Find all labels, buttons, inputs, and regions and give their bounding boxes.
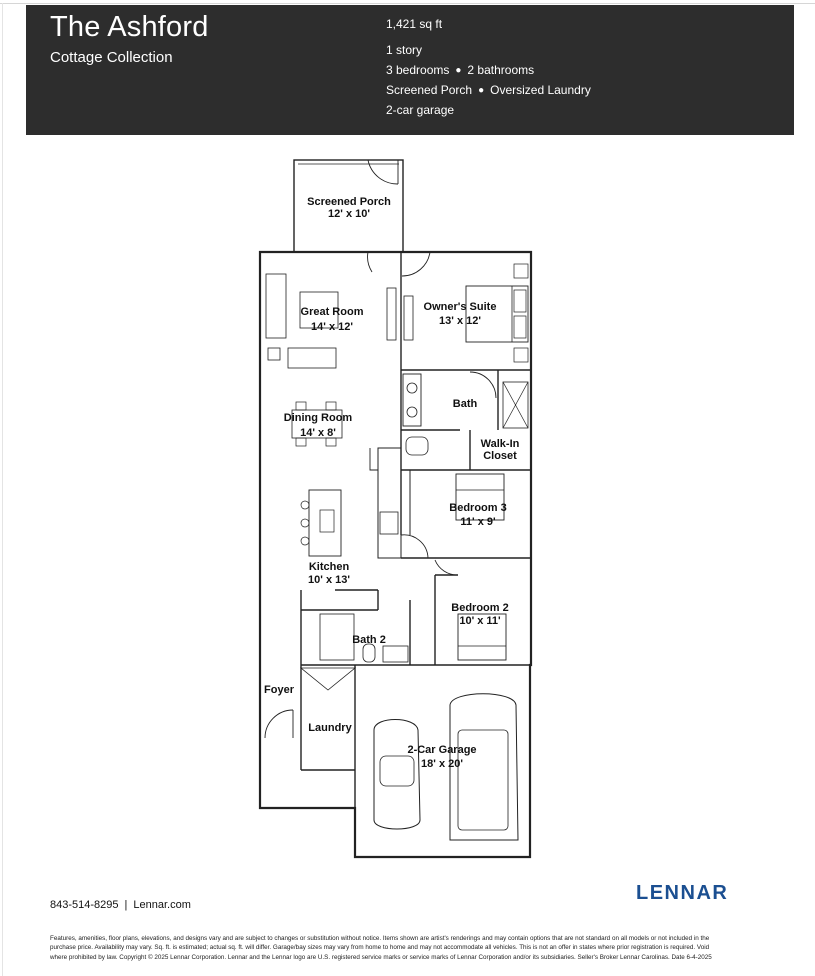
room-name: Bedroom 3: [449, 502, 507, 514]
room-name: Dining Room: [283, 412, 353, 424]
room-name: Walk-In: [480, 438, 520, 450]
room-name: Great Room: [300, 306, 364, 318]
room-size: 10' x 11': [459, 615, 501, 627]
room-size: 10' x 13': [308, 574, 350, 586]
room-size: 14' x 12': [311, 321, 353, 333]
room-name: Bath: [452, 398, 478, 410]
room-name: Closet: [483, 450, 517, 462]
bathrooms: 2 bathrooms: [467, 63, 535, 77]
room-size: 14' x 8': [300, 427, 336, 439]
room-size: 13' x 12': [439, 315, 481, 327]
room-name: 2-Car Garage: [407, 744, 477, 756]
sqft: 1,421 sq ft: [386, 17, 443, 31]
separator: |: [124, 899, 128, 911]
legal-disclaimer: Features, amenities, floor plans, elevations, and designs vary and are subject to changes or substitution without notice. Items shown are artist's renderings and may contain options that are not standard on all models or not included in the purchase price. Availability may vary. Sq. ft. is estimated; actual sq. ft. will differ. Garage/bay sizes may vary from home to home and may not accommodate all vehicles. This is not an offer in states where prior registration is required. Void where prohibited by law. Copyright © 2025 Lennar Corporation. Lennar and the Lennar logo are U.S. registered service marks or service marks of Lennar Corporation and/or its subsidiaries. Seller's Broker Lennar Carolinas. Date 6-4-2025: [50, 935, 712, 961]
bedrooms: 3 bedrooms: [386, 63, 450, 77]
website-link[interactable]: Lennar.com: [133, 899, 191, 911]
room-size: 18' x 20': [421, 758, 463, 770]
phone-number: 843-514-8295: [50, 899, 119, 911]
collection-name: Cottage Collection: [50, 49, 173, 66]
room-size: 11' x 9': [460, 516, 496, 528]
stories: 1 story: [386, 43, 423, 57]
room-name: Foyer: [264, 684, 294, 696]
garage-spec: 2-car garage: [386, 103, 455, 117]
bullet-icon: ●: [455, 65, 462, 76]
contact-line: [50, 899, 191, 911]
room-name: Kitchen: [308, 561, 350, 573]
room-name: Bedroom 2: [451, 602, 509, 614]
room-name: Owner's Suite: [423, 301, 497, 313]
plan-title: The Ashford: [50, 11, 209, 43]
room-name: Bath 2: [352, 634, 386, 646]
feature-laundry: Oversized Laundry: [490, 83, 591, 97]
room-labels: [264, 196, 520, 770]
room-name: Screened Porch: [307, 196, 391, 208]
feature-porch: Screened Porch: [386, 83, 473, 97]
room-name: Laundry: [308, 722, 352, 734]
room-size: 12' x 10': [328, 208, 370, 220]
lennar-logo: LENNAR: [636, 882, 729, 904]
bullet-icon: ●: [478, 85, 485, 96]
